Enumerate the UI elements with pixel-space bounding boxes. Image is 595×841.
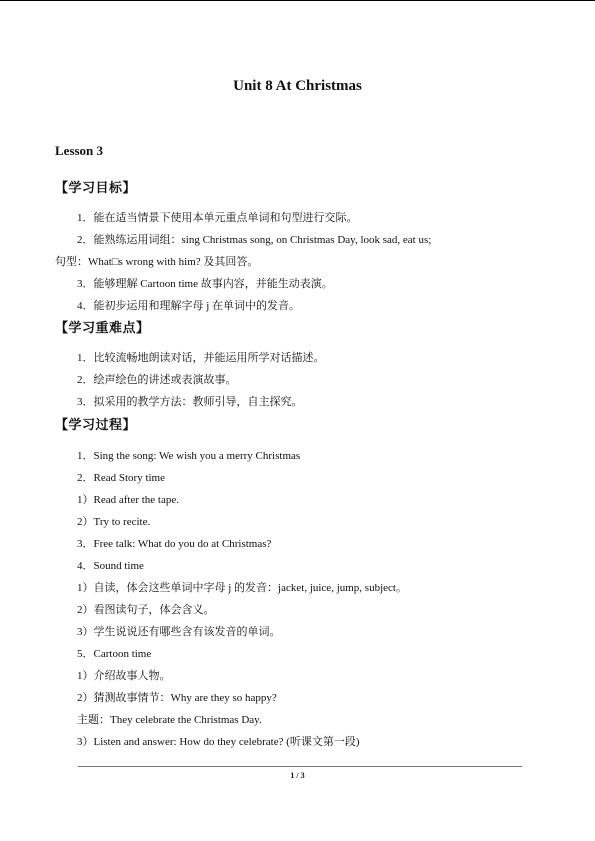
- section-heading-objectives: 【学习目标】: [55, 181, 137, 196]
- key-point-line: 3．拟采用的教学方法：教师引导，自主探究。: [77, 396, 303, 408]
- section-heading-key-points: 【学习重难点】: [55, 321, 150, 336]
- objective-line: 2．能熟练运用词组：sing Christmas song, on Christmas Day, look sad, eat us;: [77, 234, 432, 246]
- objective-line: 句型：What□s wrong with him? 及其回答。: [55, 256, 259, 268]
- process-line: 1）自读，体会这些单词中字母 j 的发音：jacket, juice, jump, subject。: [77, 582, 407, 594]
- process-line: 1）Read after the tape.: [77, 494, 180, 506]
- document-title: Unit 8 At Christmas: [233, 78, 362, 94]
- process-line: 3．Free talk: What do you do at Christmas?: [77, 538, 272, 550]
- process-line: 2）Try to recite.: [77, 516, 151, 528]
- process-line: 3）Listen and answer: How do they celebrate? (听课文第一段): [77, 736, 360, 748]
- process-line: 4．Sound time: [77, 560, 144, 572]
- footer-divider: [78, 766, 522, 767]
- top-border-line: [0, 0, 595, 1]
- process-line: 3）学生说说还有哪些含有该发音的单词。: [77, 626, 281, 638]
- objective-line: 3．能够理解 Cartoon time 故事内容，并能生动表演。: [77, 278, 333, 290]
- key-point-line: 1．比较流畅地朗读对话，并能运用所学对话描述。: [77, 352, 325, 364]
- objective-line: 4．能初步运用和理解字母 j 在单词中的发音。: [77, 300, 301, 312]
- process-line: 1．Sing the song: We wish you a merry Christmas: [77, 450, 301, 462]
- section-heading-process: 【学习过程】: [55, 418, 137, 433]
- process-line: 2）看图读句子，体会含义。: [77, 604, 215, 616]
- process-line: 5．Cartoon time: [77, 648, 152, 660]
- key-point-line: 2．绘声绘色的讲述或表演故事。: [77, 374, 237, 386]
- page-number: 1 / 3: [290, 771, 305, 780]
- process-line: 2．Read Story time: [77, 472, 165, 484]
- process-line: 2）猜测故事情节：Why are they so happy?: [77, 692, 277, 704]
- process-line: 1）介绍故事人物。: [77, 670, 171, 682]
- lesson-label: Lesson 3: [55, 143, 104, 158]
- process-line: 主题：They celebrate the Christmas Day.: [77, 714, 262, 726]
- objective-line: 1．能在适当情景下使用本单元重点单词和句型进行交际。: [77, 212, 358, 224]
